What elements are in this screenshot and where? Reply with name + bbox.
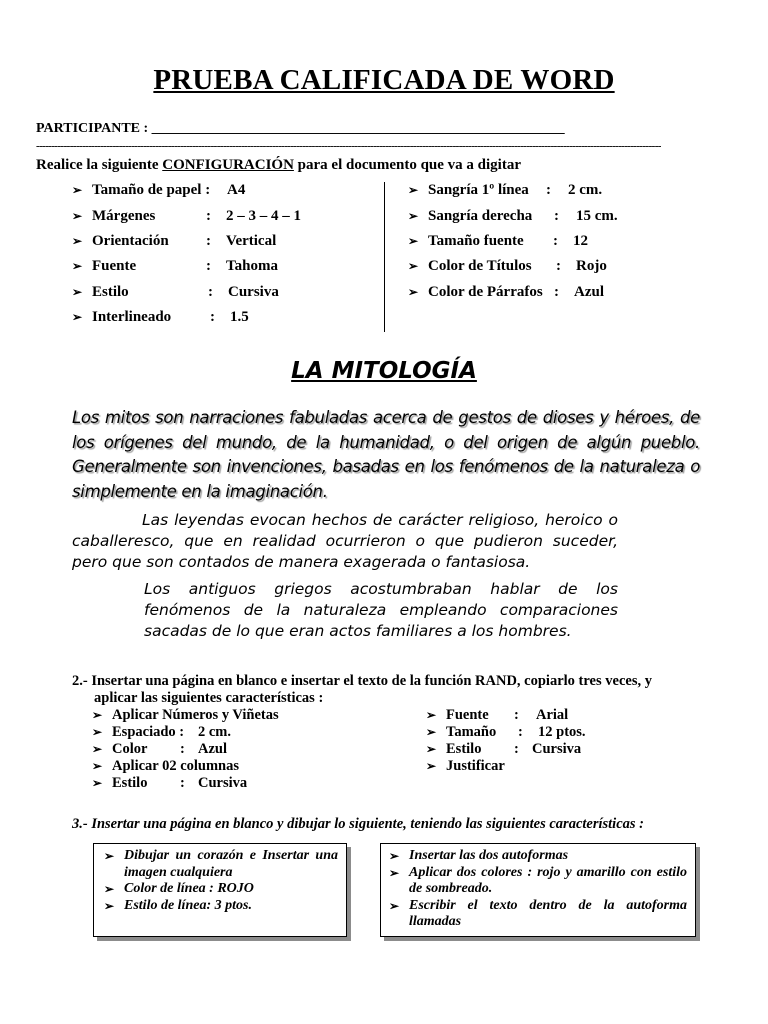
arrow-bullet-icon: ➢	[408, 234, 419, 248]
arrow-bullet-icon: ➢	[104, 849, 115, 863]
list-item	[92, 724, 231, 741]
list-item-value: 2 cm.	[198, 724, 232, 740]
article-paragraph-2: Las leyendas evocan hechos de carácter religioso, heroico o caballeresco, que en realidad ocurrieron o que pudieron suceder, pero que son contados de manera exagerada o fantasiosa.	[72, 511, 618, 571]
config-key: Orientación	[92, 233, 169, 249]
list-item-text: Color de línea : ROJO	[124, 881, 254, 896]
list-item-text: Insertar las dos autoformas	[409, 848, 569, 863]
section-2-heading	[72, 673, 712, 707]
config-key: Tamaño de papel :	[92, 182, 211, 198]
config-key: Tamaño fuente	[428, 233, 524, 249]
article-paragraph-1: Los mitos son narraciones fabuladas acerca de gestos de dioses y héroes, de los orígenes del mundo, de la humanidad, o del origen de algún pueblo. Generalmente son invenciones, basadas en los fenómenos de la naturaleza o simplemente en la imaginación.	[72, 408, 700, 501]
instruction-box-1	[93, 843, 347, 937]
arrow-bullet-icon: ➢	[72, 183, 83, 197]
arrow-bullet-icon: ➢	[92, 725, 103, 739]
config-value: 1.5	[230, 309, 249, 325]
list-item-value: 12 ptos.	[538, 724, 586, 740]
section-2-line-2: aplicar las siguientes características :	[94, 690, 324, 706]
config-value: Vertical	[226, 233, 277, 249]
instruction-highlight: CONFIGURACIÓN	[162, 157, 294, 173]
config-value: Rojo	[576, 258, 607, 274]
config-item-paragraph-color	[408, 282, 604, 302]
instruction-before: Realice la siguiente	[36, 157, 163, 173]
arrow-bullet-icon: ➢	[389, 898, 400, 913]
list-item-value: Azul	[198, 741, 227, 757]
config-key: Márgenes	[92, 208, 156, 224]
config-sep: :	[208, 284, 213, 300]
list-item	[104, 898, 338, 915]
list-item	[92, 775, 247, 792]
list-item-sep: :	[180, 741, 185, 757]
config-value: 2 cm.	[568, 182, 603, 198]
config-item-font	[72, 256, 278, 276]
box-2-list	[389, 848, 687, 931]
separator-line: ------------------------------------------------------------------------------------------------------------------------------------------------------------------------------------------------------------	[36, 140, 661, 152]
instruction-after: para el documento que va a digitar	[293, 157, 521, 173]
config-value: A4	[227, 182, 246, 198]
list-item-value: Arial	[536, 707, 569, 723]
list-item	[104, 881, 338, 898]
config-value: 2 – 3 – 4 – 1	[226, 208, 301, 224]
list-item-text: Estilo de línea: 3 ptos.	[124, 897, 252, 913]
config-value: 15 cm.	[576, 208, 618, 224]
arrow-bullet-icon: ➢	[104, 898, 115, 913]
arrow-bullet-icon: ➢	[408, 183, 419, 197]
document-title: PRUEBA CALIFICADA DE WORD	[153, 64, 615, 96]
config-item-paper-size	[72, 180, 245, 200]
list-item-key: Tamaño	[446, 724, 497, 740]
config-key: Color de Párrafos	[428, 284, 543, 300]
arrow-bullet-icon: ➢	[92, 759, 103, 773]
config-item-orientation	[72, 231, 276, 251]
list-item-key: Aplicar 02 columnas	[112, 758, 240, 774]
config-sep: :	[206, 258, 211, 274]
list-item-text: Aplicar dos colores : rojo y amarillo con estilo de sombreado.	[409, 864, 687, 896]
config-key: Estilo	[92, 284, 129, 300]
list-item-value: Cursiva	[198, 775, 248, 791]
arrow-bullet-icon: ➢	[72, 234, 83, 248]
config-key: Fuente	[92, 258, 137, 274]
list-item-sep: :	[180, 775, 185, 791]
list-item-sep: :	[514, 707, 519, 723]
config-sep: :	[553, 233, 558, 249]
arrow-bullet-icon: ➢	[408, 209, 419, 223]
list-item-key: Color	[112, 741, 148, 757]
list-item	[426, 758, 505, 775]
config-item-margins	[72, 206, 301, 226]
arrow-bullet-icon: ➢	[426, 725, 437, 739]
list-item	[92, 758, 239, 775]
config-key: Sangría derecha	[428, 208, 533, 224]
arrow-bullet-icon: ➢	[389, 865, 400, 880]
config-value: Azul	[574, 284, 604, 300]
arrow-bullet-icon: ➢	[92, 708, 103, 722]
arrow-bullet-icon: ➢	[72, 259, 83, 273]
arrow-bullet-icon: ➢	[389, 849, 400, 863]
config-sep: :	[206, 208, 211, 224]
config-key: Sangría 1º línea	[428, 182, 529, 198]
config-sep: :	[556, 258, 561, 274]
config-value: Tahoma	[226, 258, 278, 274]
list-item	[426, 724, 586, 741]
article-heading: LA MITOLOGÍA	[291, 358, 477, 384]
config-key: Color de Títulos	[428, 258, 532, 274]
arrow-bullet-icon: ➢	[72, 209, 83, 223]
participant-line: PARTICIPANTE : ___________________________________________________________	[36, 121, 565, 136]
config-value: 12	[573, 233, 588, 249]
list-item-key: Espaciado :	[112, 724, 185, 740]
config-item-style	[72, 282, 279, 302]
arrow-bullet-icon: ➢	[426, 742, 437, 756]
arrow-bullet-icon: ➢	[92, 742, 103, 756]
list-item-sep: :	[514, 741, 519, 757]
config-item-title-color	[408, 256, 607, 276]
section-2-line-1: 2.- Insertar una página en blanco e insertar el texto de la función RAND, copiarlo tres veces, y	[72, 673, 652, 689]
config-item-line-spacing	[72, 307, 249, 327]
section-3-heading: 3.- Insertar una página en blanco y dibujar lo siguiente, teniendo las siguientes características :	[72, 816, 644, 832]
list-item-key: Estilo	[112, 775, 148, 791]
list-item-key: Justificar	[446, 758, 505, 774]
config-item-first-line-indent	[408, 180, 602, 200]
arrow-bullet-icon: ➢	[72, 310, 83, 324]
arrow-bullet-icon: ➢	[104, 882, 115, 896]
list-item	[92, 707, 279, 724]
list-item-key: Fuente	[446, 707, 489, 723]
box-1-list	[104, 848, 338, 914]
list-item-key: Estilo	[446, 741, 482, 757]
config-item-right-indent	[408, 206, 618, 226]
list-item-text: Dibujar un corazón e Insertar una imagen cualquiera	[124, 848, 338, 880]
arrow-bullet-icon: ➢	[72, 285, 83, 299]
list-item-value: Cursiva	[532, 741, 582, 757]
arrow-bullet-icon: ➢	[92, 776, 103, 790]
arrow-bullet-icon: ➢	[408, 259, 419, 273]
column-divider	[384, 182, 385, 332]
config-value: Cursiva	[228, 284, 279, 300]
list-item	[389, 865, 687, 898]
configuration-instruction	[36, 157, 521, 174]
list-item	[426, 741, 581, 758]
instruction-box-2	[380, 843, 696, 937]
list-item	[92, 741, 227, 758]
article-paragraph-3: Los antiguos griegos acostumbraban hablar de los fenómenos de la naturaleza empleando comparaciones sacadas de lo que eran actos familiares a los hombres.	[144, 580, 618, 640]
config-sep: :	[554, 284, 559, 300]
config-item-font-size	[408, 231, 588, 251]
list-item	[389, 898, 687, 931]
arrow-bullet-icon: ➢	[408, 285, 419, 299]
arrow-bullet-icon: ➢	[426, 759, 437, 773]
arrow-bullet-icon: ➢	[426, 708, 437, 722]
config-sep: :	[554, 208, 559, 224]
config-sep: :	[210, 309, 215, 325]
config-sep: :	[206, 233, 211, 249]
list-item-sep: :	[518, 724, 523, 740]
list-item-text: Escribir el texto dentro de la autoforma llamadas	[409, 897, 687, 929]
list-item-key: Aplicar Números y Viñetas	[112, 707, 279, 723]
config-sep: :	[546, 182, 551, 198]
config-key: Interlineado	[92, 309, 172, 325]
list-item	[104, 848, 338, 881]
list-item	[426, 707, 568, 724]
list-item	[389, 848, 687, 865]
